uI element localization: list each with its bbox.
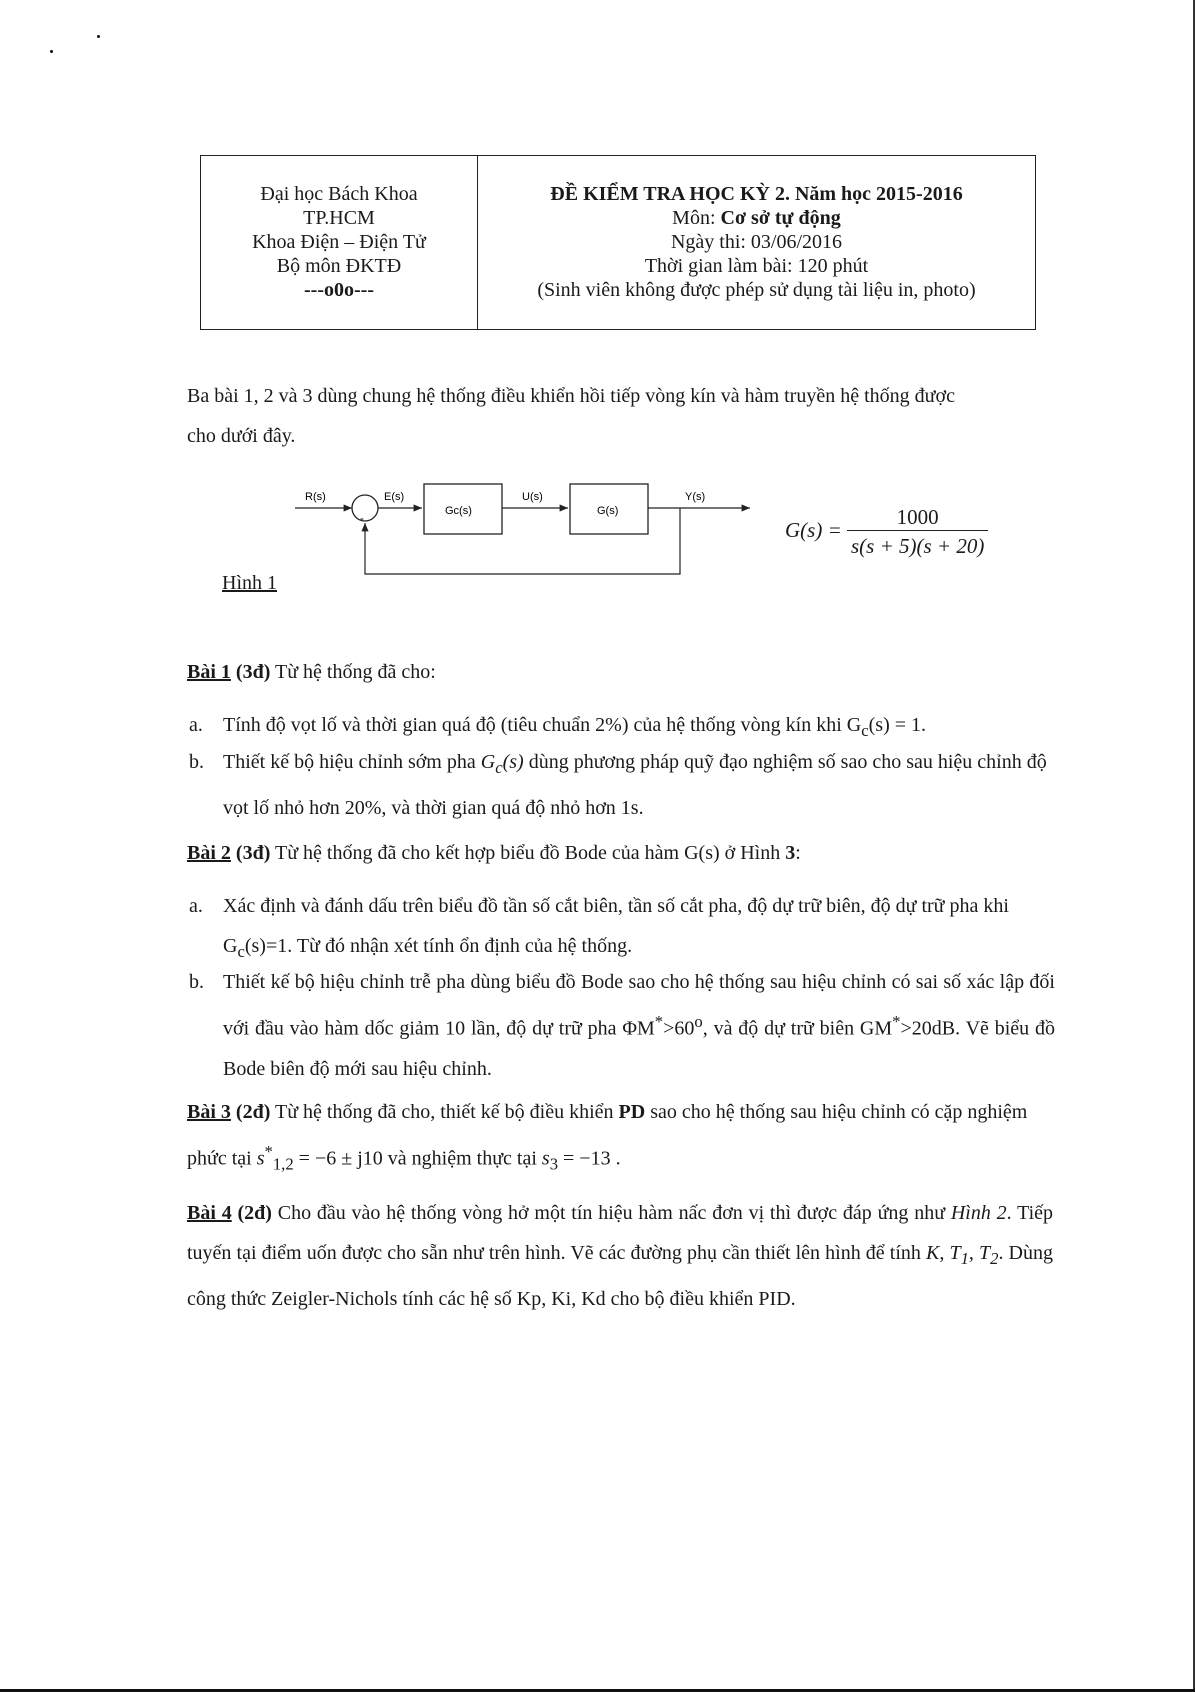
bai4-points: (2đ) <box>237 1202 272 1224</box>
bai3-text-3: và nghiệm thực tại <box>382 1147 542 1170</box>
k-t1-symbol: K, T <box>926 1242 961 1264</box>
s3-symbol: s <box>541 1147 550 1170</box>
scan-speck <box>97 35 100 38</box>
bai2-figure-num: 3 <box>785 842 796 864</box>
bai4-text-1: Cho đầu vào hệ thống vòng hở một tín hiệu hàm nấc đơn vị thì được đáp ứng như <box>271 1202 951 1224</box>
exam-header <box>200 155 1036 330</box>
institution-block <box>201 156 478 329</box>
superscript: * <box>264 1142 273 1161</box>
block-diagram <box>290 478 770 593</box>
item-text-tail: (s) = 1. <box>868 714 927 736</box>
tf-numerator: 1000 <box>896 505 939 529</box>
exam-note: (Sinh viên không được phép sử dụng tài liệu in, photo) <box>537 279 976 301</box>
subject-line <box>478 206 1035 230</box>
figure-1-label: Hình 1 <box>222 572 277 594</box>
item-label: b. <box>189 971 204 993</box>
u-label: U(s) <box>522 491 543 503</box>
item-text <box>223 962 1055 1089</box>
exam-info-block <box>478 156 1035 329</box>
item-text-main: Tính độ vọt lố và thời gian quá độ (tiêu chuẩn 2%) của hệ thống vòng kín khi G <box>223 714 862 736</box>
tf-lhs: G(s) = <box>785 517 842 542</box>
bai1-intro: Từ hệ thống đã cho: <box>270 661 436 683</box>
intro-line-1: Ba bài 1, 2 và 3 dùng chung hệ thống điều khiển hồi tiếp vòng kín và hàm truyền hệ thống được <box>187 385 955 407</box>
bai2-item-a <box>189 886 1055 972</box>
s12-symbol: s <box>256 1147 265 1170</box>
bai3-text-4: . <box>610 1147 621 1170</box>
subject-label: Môn: <box>672 207 721 229</box>
subscript: c <box>861 721 869 740</box>
exam-title: ĐỀ KIỂM TRA HỌC KỲ 2. Năm học 2015-2016 <box>550 183 963 205</box>
y-label: Y(s) <box>685 491 706 503</box>
gc-symbol: G <box>480 751 496 773</box>
s3-value: = −13 <box>558 1147 611 1170</box>
item-text-mid: >60 <box>663 1017 695 1040</box>
item-label: a. <box>189 714 203 736</box>
bai4-paragraph <box>187 1193 1053 1319</box>
intro-line-2: cho dưới đây. <box>187 425 296 447</box>
superscript: * <box>892 1012 901 1031</box>
bai4-title: Bài 4 <box>187 1202 232 1224</box>
bai1-item-b <box>189 742 1055 828</box>
bai2-points: (3đ) <box>235 842 271 864</box>
university-name: Đại học Bách Khoa <box>260 183 418 205</box>
figure-2-ref: Hình 2 <box>950 1202 1007 1224</box>
t2-symbol: , T <box>968 1242 991 1264</box>
transfer-function <box>785 505 988 559</box>
minus-sign: - <box>360 511 364 525</box>
subscript: c <box>495 758 503 777</box>
item-label: a. <box>189 895 203 917</box>
bai3-title: Bài 3 <box>187 1101 231 1123</box>
bai2-title: Bài 2 <box>187 842 231 864</box>
superscript: * <box>654 1012 664 1031</box>
bai1-title: Bài 1 <box>187 661 231 683</box>
bai1-points: (3đ) <box>235 661 271 683</box>
bai4-text-3: . Dùng công thức Zeigler-Nichols tính các hệ số Kp, Ki, Kd cho bộ điều khiển PID. <box>187 1242 1053 1310</box>
subscript: 1 <box>960 1249 969 1268</box>
gc-symbol-arg: (s) <box>502 751 524 773</box>
s12-value: = −6 ± j10 <box>293 1147 383 1170</box>
summing-junction <box>352 495 378 521</box>
tf-fraction <box>847 505 988 559</box>
item-text-main: Xác định và đánh dấu trên biểu đồ tần số cắt biên, tần số cắt pha, độ dự trữ biên, độ dự trữ pha khi G <box>223 895 1009 957</box>
separator-mark: ---o0o--- <box>304 279 374 301</box>
item-text-main: Thiết kế bộ hiệu chỉnh trễ pha dùng biểu đồ Bode sao cho hệ thống sau hiệu chỉnh có sai số xác lập đối với đầu vào hàm dốc giảm 10 lần, độ dự trữ pha ΦM <box>223 971 1055 1040</box>
exam-duration: Thời gian làm bài: 120 phút <box>644 255 869 277</box>
bai3-points: (2đ) <box>235 1101 271 1123</box>
item-text <box>223 886 1055 972</box>
pd-label: PD <box>618 1101 646 1123</box>
g-label: G(s) <box>597 505 619 517</box>
item-text-tail: dùng phương pháp quỹ đạo nghiệm số sao cho sau hiệu chỉnh độ vọt lố nhỏ hơn 20%, và thời gian quá độ nhỏ hơn 1s. <box>223 751 1047 819</box>
intro-paragraph <box>187 376 1057 456</box>
tf-denominator: s(s + 5)(s + 20) <box>847 530 988 559</box>
bai2-item-b <box>189 962 1055 1089</box>
subject-name: Cơ sở tự động <box>720 207 841 229</box>
item-label: b. <box>189 751 204 773</box>
item-text <box>223 742 1055 828</box>
bai2-heading <box>187 833 1057 873</box>
bai3-paragraph <box>187 1092 1053 1185</box>
bai1-heading <box>187 652 1057 692</box>
item-text-mid2: , và độ dự trữ biên GM <box>702 1017 893 1040</box>
city: TP.HCM <box>303 207 375 229</box>
subscript: 1,2 <box>272 1154 294 1174</box>
department: Bộ môn ĐKTĐ <box>276 255 402 277</box>
subscript: 2 <box>990 1249 999 1268</box>
bai4-text-2: . Tiếp tuyến tại điểm uốn được cho sẵn như trên hình. Vẽ các đường phụ cần thiết lên hình để tính <box>187 1202 1054 1264</box>
bai2-intro: Từ hệ thống đã cho kết hợp biểu đồ Bode của hàm G(s) ở Hình <box>270 842 786 864</box>
bai3-text-1: Từ hệ thống đã cho, thiết kế bộ điều khiển <box>270 1101 619 1123</box>
item-text-main: Thiết kế bộ hiệu chỉnh sớm pha <box>223 751 481 773</box>
subscript: 3 <box>549 1154 559 1174</box>
degree-mark: o <box>694 1012 703 1031</box>
item-text-tail: >20dB. Vẽ biểu đồ Bode biên độ mới sau hiệu chỉnh. <box>223 1017 1056 1080</box>
subscript: c <box>237 942 245 961</box>
exam-date: Ngày thi: 03/06/2016 <box>670 231 843 253</box>
feedback-path <box>365 508 680 574</box>
bai2-intro-end: : <box>795 842 801 864</box>
bai3-text-2: sao cho hệ thống sau hiệu chỉnh có cặp nghiệm phức tại <box>187 1101 1028 1170</box>
scan-speck <box>50 50 53 53</box>
e-label: E(s) <box>384 491 405 503</box>
item-text-tail: (s)=1. Từ đó nhận xét tính ổn định của hệ thống. <box>244 935 633 957</box>
gc-label: Gc(s) <box>445 505 472 517</box>
faculty: Khoa Điện – Điện Tử <box>252 231 426 253</box>
r-label: R(s) <box>305 491 326 503</box>
